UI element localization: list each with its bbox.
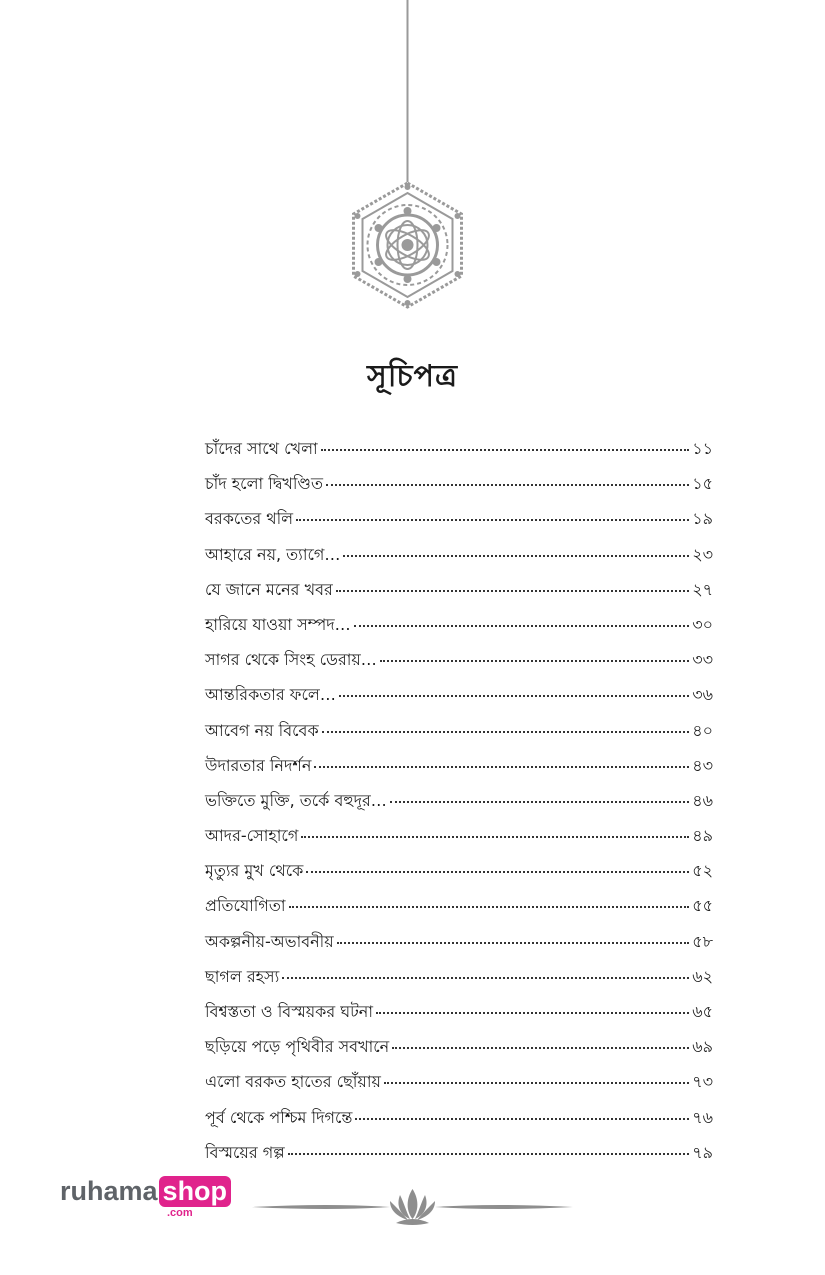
dot-leader	[321, 449, 690, 451]
toc-entry	[205, 613, 713, 648]
toc-entry-page-number: ৫৮	[692, 931, 713, 951]
toc-entry-title: হারিয়ে যাওয়া সম্পদ…	[205, 614, 351, 634]
toc-entry-title: ছড়িয়ে পড়ে পৃথিবীর সবখানে	[205, 1037, 390, 1057]
toc-entry-page-number: ১৯	[692, 509, 713, 529]
toc-entry	[205, 472, 713, 507]
dot-leader	[306, 871, 689, 873]
toc-entry-title: আবেগ নয় বিবেক	[205, 720, 319, 740]
toc-entry	[205, 437, 713, 472]
toc-entry	[205, 507, 713, 542]
toc-entry-page-number: ৭৩	[692, 1072, 713, 1092]
toc-entry-page-number: ৩০	[692, 614, 713, 634]
toc-entry-title: আহারে নয়, ত্যাগে…	[205, 544, 341, 564]
toc-entry-title: বরকতের থলি	[205, 509, 294, 529]
toc-entry-title: আন্তরিকতার ফলে…	[205, 685, 336, 705]
dot-leader	[354, 625, 690, 627]
toc-entry	[205, 578, 713, 613]
watermark-text-ruhama: ruhama	[60, 1176, 158, 1206]
toc-entry-title: ভক্তিতে মুক্তি, তর্কে বহুদূর…	[205, 790, 387, 810]
toc-entry	[205, 1000, 713, 1035]
hanging-lantern-ornament-icon	[340, 0, 475, 315]
toc-entry-page-number: ৭৯	[692, 1142, 713, 1162]
toc-entry-page-number: ১৫	[692, 474, 713, 494]
toc-entry-title: এলো বরকত হাতের ছোঁয়ায়	[205, 1072, 381, 1092]
watermark-text-com: .com	[167, 1207, 193, 1219]
toc-entry	[205, 930, 713, 965]
toc-entry-title: চাঁদের সাথে খেলা	[205, 439, 318, 458]
toc-entry-page-number: ৪০	[692, 720, 713, 740]
page-title: সূচিপত্র	[367, 359, 458, 394]
toc-entry-title: আদর-সোহাগে	[205, 826, 299, 846]
dot-leader	[282, 977, 689, 979]
dot-leader	[322, 731, 690, 733]
toc-entry-title: অকল্পনীয়-অভাবনীয়	[205, 931, 334, 951]
toc-entry	[205, 1035, 713, 1070]
toc-entry	[205, 1070, 713, 1105]
dot-leader	[314, 766, 689, 768]
toc-entry	[205, 543, 713, 578]
toc-entry-page-number: ২৭	[692, 579, 713, 599]
dot-leader	[339, 695, 689, 697]
toc-entry-page-number: ৩৩	[692, 650, 713, 670]
toc-entry-title: চাঁদ হলো দ্বিখণ্ডিত	[205, 474, 323, 494]
toc-entry	[205, 719, 713, 754]
toc-entry-page-number: ৬৫	[692, 1002, 713, 1021]
toc-entry	[205, 1141, 713, 1176]
toc-entry-title: প্রতিযোগিতা	[205, 896, 286, 916]
ruhamashop-watermark-logo	[60, 1176, 231, 1207]
toc-entry-page-number: ১১	[692, 439, 713, 458]
toc-entry	[205, 648, 713, 683]
dot-leader	[337, 942, 690, 944]
toc-entry	[205, 965, 713, 1000]
dot-leader	[390, 801, 689, 803]
toc-entry-page-number: ৪৯	[692, 826, 713, 846]
toc-entry-page-number: ৬৯	[692, 1037, 713, 1057]
toc-entry-title: মৃত্যুর মুখ থেকে	[205, 861, 304, 881]
toc-entry-title: বিস্ময়ের গল্প	[205, 1142, 285, 1162]
dot-leader	[301, 836, 689, 838]
dot-leader	[355, 1118, 689, 1120]
toc-entry-title: বিশ্বস্ততা ও বিস্ময়কর ঘটনা	[205, 1002, 373, 1021]
toc-entry-title: যে জানে মনের খবর	[205, 579, 333, 599]
toc-entry-title: ছাগল রহস্য	[205, 966, 280, 986]
toc-entry	[205, 859, 713, 894]
dot-leader	[336, 590, 689, 592]
lotus-divider-icon	[250, 1185, 575, 1230]
toc-entry-page-number: ৬২	[692, 966, 713, 986]
dot-leader	[392, 1047, 689, 1049]
toc-entry-page-number: ৭৬	[692, 1107, 713, 1127]
dot-leader	[376, 1012, 689, 1014]
dot-leader	[380, 660, 689, 662]
dot-leader	[288, 1153, 690, 1155]
toc-entry-title: পূর্ব থেকে পশ্চিম দিগন্তে	[205, 1107, 353, 1127]
watermark-text-shop: shop	[159, 1176, 232, 1207]
toc-entry-page-number: ৪৬	[692, 790, 713, 810]
toc-entry	[205, 894, 713, 929]
dot-leader	[326, 484, 689, 486]
toc-entry-page-number: ২৩	[692, 544, 713, 564]
table-of-contents	[205, 437, 713, 1176]
toc-entry-page-number: ৪৩	[692, 755, 713, 775]
toc-entry	[205, 789, 713, 824]
dot-leader	[296, 519, 689, 521]
toc-entry-page-number: ৫২	[692, 861, 713, 881]
toc-entry	[205, 683, 713, 718]
dot-leader	[289, 906, 690, 908]
toc-entry	[205, 1106, 713, 1141]
toc-entry-title: উদারতার নিদর্শন	[205, 755, 312, 775]
toc-entry-title: সাগর থেকে সিংহ ডেরায়…	[205, 650, 377, 670]
dot-leader	[343, 555, 689, 557]
toc-entry	[205, 754, 713, 789]
toc-entry-page-number: ৫৫	[692, 896, 713, 916]
toc-entry	[205, 824, 713, 859]
toc-entry-page-number: ৩৬	[692, 685, 713, 705]
dot-leader	[384, 1082, 689, 1084]
